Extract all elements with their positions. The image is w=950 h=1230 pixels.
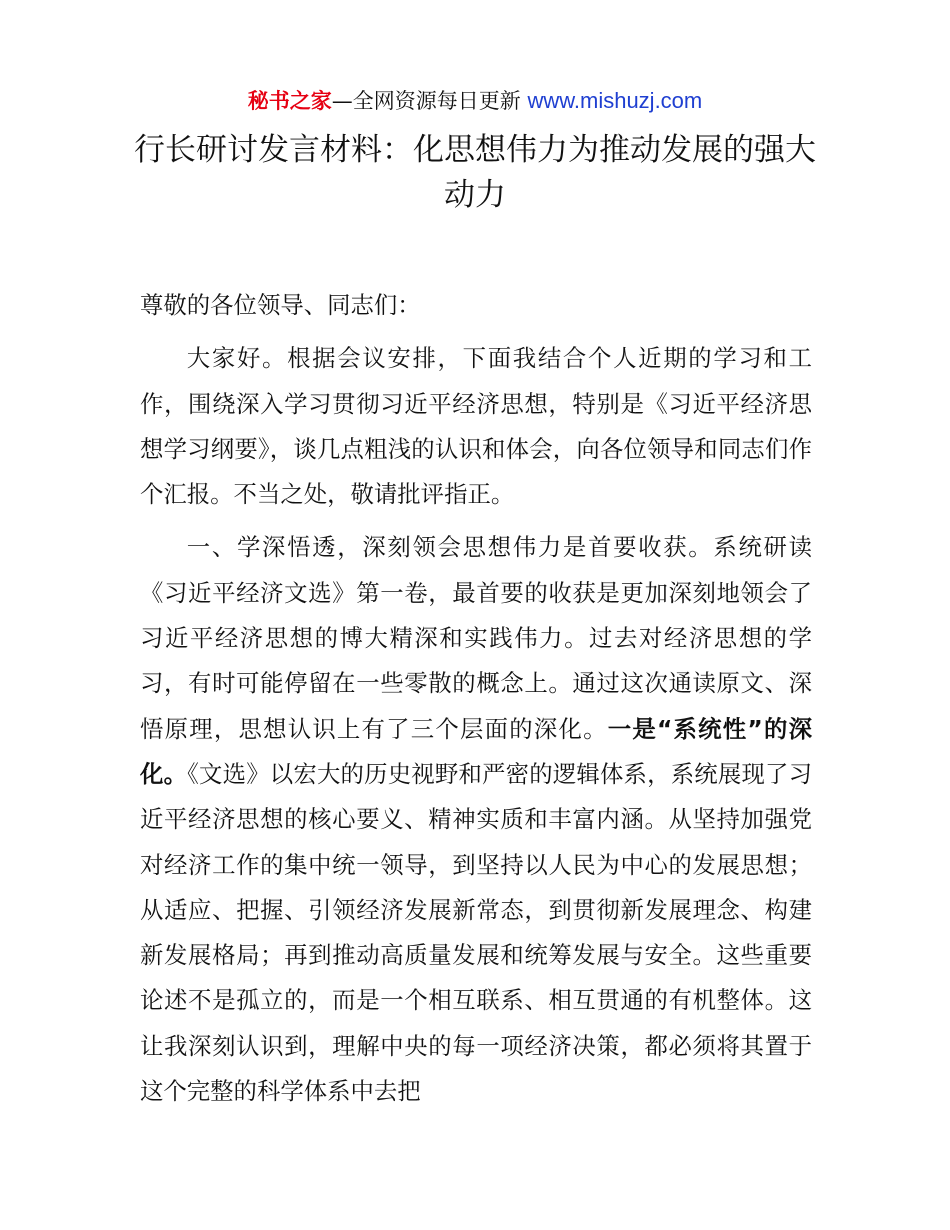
header-tagline: —全网资源每日更新 [331, 89, 528, 113]
intro-paragraph: 大家好。根据会议安排，下面我结合个人近期的学习和工作，围绕深入学习贯彻习近平经济思想，特别是《习近平经济思想学习纲要》，谈几点粗浅的认识和体会，向各位领导和同志们作个汇报。不当之处，敬请批评指正。 [140, 344, 812, 509]
brand-name: 秘书之家 [247, 89, 332, 113]
document-body [140, 283, 812, 1122]
section-one-paragraph [140, 525, 812, 1114]
site-header [0, 86, 950, 116]
document-title: 行长研讨发言材料：化思想伟力为推动发展的强大动力 [134, 132, 816, 213]
section-one-text-continued: 《文选》以宏大的历史视野和严密的逻辑体系，系统展现了习近平经济思想的核心要义、精神实质和丰富内涵。从坚持加强党对经济工作的集中统一领导，到坚持以人民为中心的发展思想；从适应、把握、引领经济发展新常态，到贯彻新发展理念、构建新发展格局；再到推动高质量发展和统筹发展与安全。这些重要论述不是孤立的，而是一个相互联系、相互贯通的有机整体。这让我深刻认识到，理解中央的每一项经济决策，都必须将其置于这个完整的科学体系中去把 [140, 759, 812, 1106]
section-one-bold-point: 一是“系统性”的深化。 [140, 714, 813, 788]
site-url-link[interactable]: www.mishuzj.com [527, 88, 703, 113]
salutation: 尊敬的各位领导、同志们： [140, 291, 421, 319]
section-one-text-start: 一、学深悟透，深刻领会思想伟力是首要收获。系统研读《习近平经济文选》第一卷，最首要的收获是更加深刻地领会了习近平经济思想的博大精深和实践伟力。过去对经济思想的学习，有时可能停留在一些零散的概念上。通过这次通读原文、深悟原理，思想认识上有了三个层面的深化。 [140, 533, 812, 743]
